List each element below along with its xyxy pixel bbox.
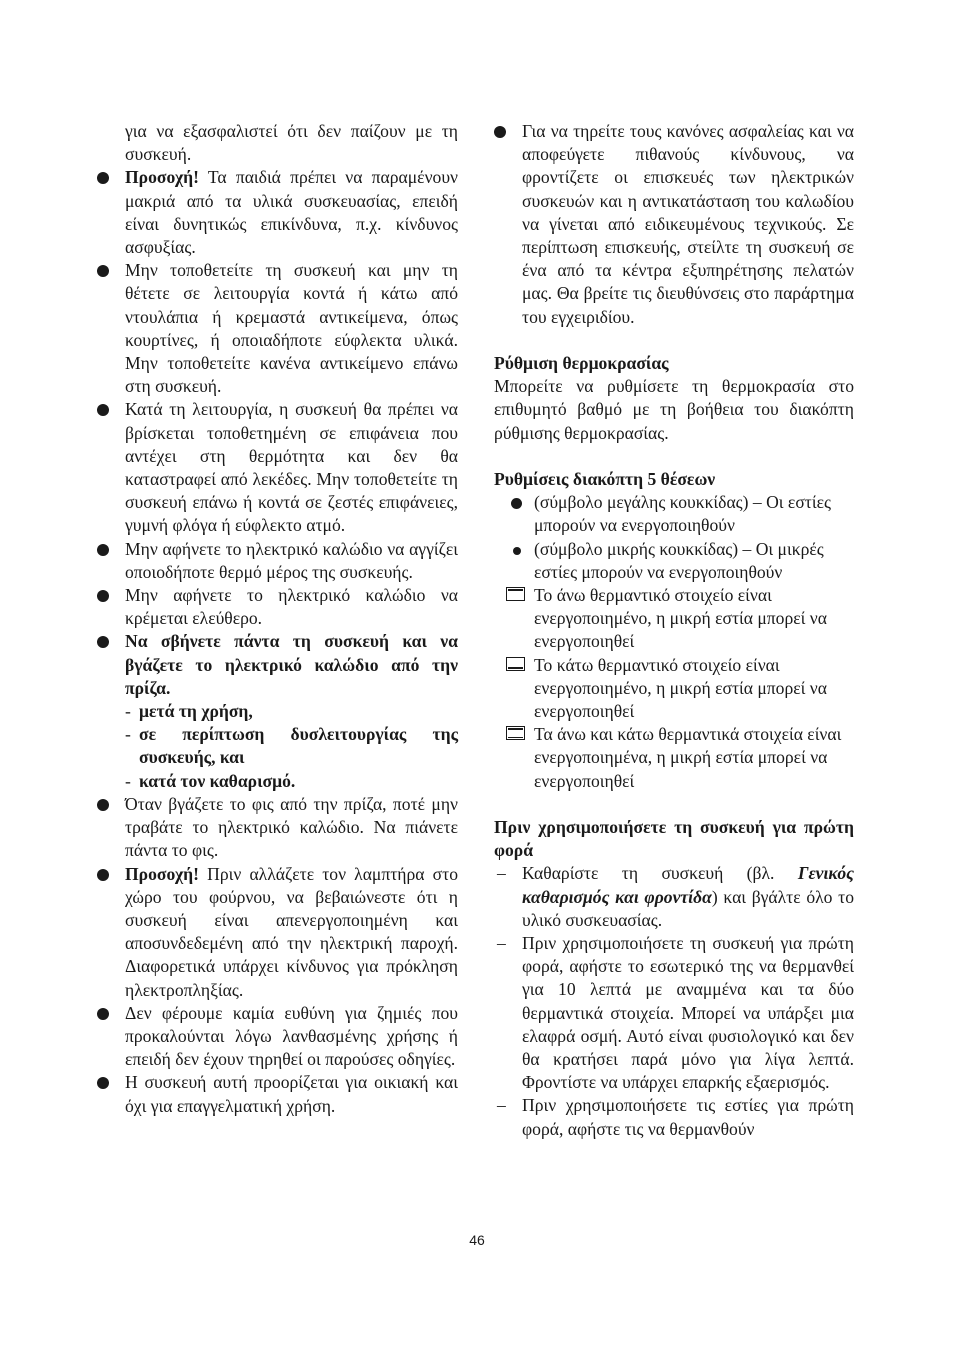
dash-item: – Καθαρίστε τη συσκευή (βλ. Γενικός καθαρισμός και φροντίδα) και βγάλτε όλο το υλικό συσκευασίας. <box>497 863 854 930</box>
bullet-text: Για να τηρείτε τους κανόνες ασφαλείας και να αποφεύγετε πιθανούς κίνδυνους, να φροντίζετε οι επισκευές των ηλεκτρικών συσκευών και η αντικατάσταση του καλωδίου να γίνεται από ειδικευμένους τεχνικούς. Σε περίπτωση επισκευής, στείλτε τη συσκευή σε ένα από τα κέντρα εξυπηρέτησης πελατών μας. Θα βρείτε τις διευθύνσεις στο παράρτημα του εγχειριδίου. <box>522 121 854 327</box>
setting-item <box>494 584 854 654</box>
bullet-text: Δεν φέρουμε καμία ευθύνη για ζημιές που προκαλούνται λόγω λανθασμένης χρήσης ή επειδή δεν έχουν τηρηθεί οι παρούσες οδηγίες. <box>125 1002 458 1070</box>
big-dot-icon <box>505 491 522 515</box>
bullet-icon <box>97 869 109 881</box>
setting-text: Το άνω θερμαντικό στοιχείο είναι ενεργοποιημένο, η μικρή εστία μπορεί να ενεργοποιηθεί <box>534 585 827 652</box>
bullet-text: Να σβήνετε πάντα τη συσκευή και να βγάζετε το ηλεκτρικό καλώδιο από την πρίζα. <box>125 631 458 698</box>
top-bottom-heat-icon <box>506 726 525 740</box>
bullet-text: Μην αφήνετε το ηλεκτρικό καλώδιο να κρέμεται ελεύθερο. <box>125 585 458 629</box>
bullet-switch-off <box>97 630 458 700</box>
bullet-icon <box>97 404 109 416</box>
bullet-icon <box>97 1077 109 1089</box>
bullet-icon <box>97 265 109 277</box>
bullet-text: Τα παιδιά πρέπει να παραμένουν μακριά από τα υλικά συσκευασίας, επειδή είναι δυνητικώς επικίνδυνα, π.χ. κίνδυνος ασφυξίας. <box>125 167 458 258</box>
setting-item <box>494 654 854 724</box>
dash-item: – Πριν χρησιμοποιήσετε τη συσκευή για πρώτη φορά, αφήστε το εσωτερικό της να θερμανθεί για 10 λεπτά με αναμμένα και τα δύο θερμαντικά στοιχεία. Μπορεί να υπάρξει μια ελαφρά οσμή. Αυτό είναι φυσιολογικό και δεν θα κρατήσει παρά μόνο για λίγα λεπτά. Φροντίστε να υπάρχει επαρκής εξαερισμός. <box>497 933 854 1093</box>
top-heat-icon <box>506 587 525 601</box>
bullet-liability <box>97 1002 458 1072</box>
sub-item: - μετά τη χρήση, <box>125 701 253 722</box>
bullet-household-use <box>97 1071 458 1117</box>
setting-text: Το κάτω θερμαντικό στοιχείο είναι ενεργοποιημένο, η μικρή εστία μπορεί να ενεργοποιηθεί <box>534 654 827 722</box>
setting-text: (σύμβολο μικρής κουκκίδας) – Οι μικρές εστίες μπορούν να ενεργοποιηθούν <box>534 538 824 582</box>
bullet-text: Μην τοποθετείτε τη συσκευή και μην τη θέτετε σε λειτουργία κοντά ή κάτω από ντουλάπια ή κρεμαστά αντικείμενα, όπως κουρτίνες, ή οποιαδήποτε εύφλεκτα υλικά. Μην τοποθετείτε κανένα αντικείμενο επάνω στη συσκευή. <box>125 260 458 397</box>
bullet-plug <box>97 793 458 863</box>
dash-item: – Πριν χρησιμοποιήσετε τις εστίες για πρώτη φορά, αφήστε τις να θερμανθούν <box>497 1095 854 1139</box>
bottom-heat-icon <box>506 657 525 671</box>
bullet-icon <box>97 799 109 811</box>
bullet-text: Κατά τη λειτουργία, η συσκευή θα πρέπει να βρίσκεται τοποθετημένη σε επιφάνεια που αντέχει στη θερμότητα και δεν θα καταστραφεί από λεκέδες. Μην τοποθετείτε τη συσκευή επάνω ή κοντά σε ζεστές επιφάνειες, γυμνή φλόγα ή εύφλεκτο ατμό. <box>125 399 458 536</box>
bullet-text: Όταν βγάζετε το φις από την πρίζα, ποτέ μην τραβάτε το ηλεκτρικό καλώδιο. Να πιάνετε πάντα το φις. <box>125 793 458 861</box>
setting-item <box>494 723 854 793</box>
bullet-cable-hanging <box>97 584 458 630</box>
section-heading-first-use: Πριν χρησιμοποιήσετε τη συσκευή για πρώτη φορά <box>494 817 854 861</box>
section-heading-switch-settings: Ρυθμίσεις διακόπτη 5 θέσεων <box>494 469 716 490</box>
bullet-operation-surface <box>97 398 458 537</box>
right-column <box>494 120 854 1141</box>
bullet-icon <box>97 590 109 602</box>
bullet-cable-hot <box>97 538 458 584</box>
bullet-text: Μην αφήνετε το ηλεκτρικό καλώδιο να αγγίζει οποιοδήποτε θερμό μέρος της συσκευής. <box>125 538 458 582</box>
page-number: 46 <box>469 1232 485 1248</box>
sub-item: - σε περίπτωση δυσλειτουργίας της συσκευής, και <box>125 724 458 768</box>
small-dot-icon <box>505 538 521 561</box>
warning-label: Προσοχή! <box>125 167 200 188</box>
section-heading-temperature: Ρύθμιση θερμοκρασίας <box>494 353 669 374</box>
bullet-placement <box>97 259 458 398</box>
temperature-paragraph: Μπορείτε να ρυθμίσετε τη θερμοκρασία στο επιθυμητό βαθμό με τη βοήθεια του διακόπτη ρύθμισης θερμοκρασίας. <box>494 376 854 443</box>
bullet-icon <box>97 636 109 648</box>
bullet-repairs <box>494 120 854 329</box>
warning-label: Προσοχή! <box>125 863 200 884</box>
bullet-lamp-warning <box>97 863 458 1002</box>
setting-item <box>494 491 854 537</box>
bullet-text: Η συσκευή αυτή προορίζεται για οικιακή και όχι για επαγγελματική χρήση. <box>125 1072 458 1116</box>
left-column <box>97 120 458 1118</box>
setting-text: (σύμβολο μεγάλης κουκκίδας) – Οι εστίες μπορούν να ενεργοποιηθούν <box>534 492 831 536</box>
bullet-icon <box>494 126 506 138</box>
intro-text: για να εξασφαλιστεί ότι δεν παίζουν με τη συσκευή. <box>125 121 458 165</box>
bullet-icon <box>97 1008 109 1020</box>
bullet-icon <box>97 544 109 556</box>
setting-item <box>494 538 854 584</box>
sub-item: - κατά τον καθαρισμό. <box>125 770 296 791</box>
bullet-text: Πριν αλλάζετε τον λαμπτήρα στο χώρο του φούρνου, να βεβαιώνεστε ότι η συσκευή είναι απενεργοποιημένη και αποσυνδεδεμένη από την ηλεκτρική παροχή. Διαφορετικά υπάρχει κίνδυνος για πρόκληση ηλεκτροπληξίας. <box>125 863 458 1000</box>
bullet-children-warning <box>97 166 458 259</box>
bullet-icon <box>97 172 109 184</box>
setting-text: Τα άνω και κάτω θερμαντικά στοιχεία είναι ενεργοποιημένα, η μικρή εστία μπορεί να ενεργοποιηθεί <box>534 724 842 791</box>
